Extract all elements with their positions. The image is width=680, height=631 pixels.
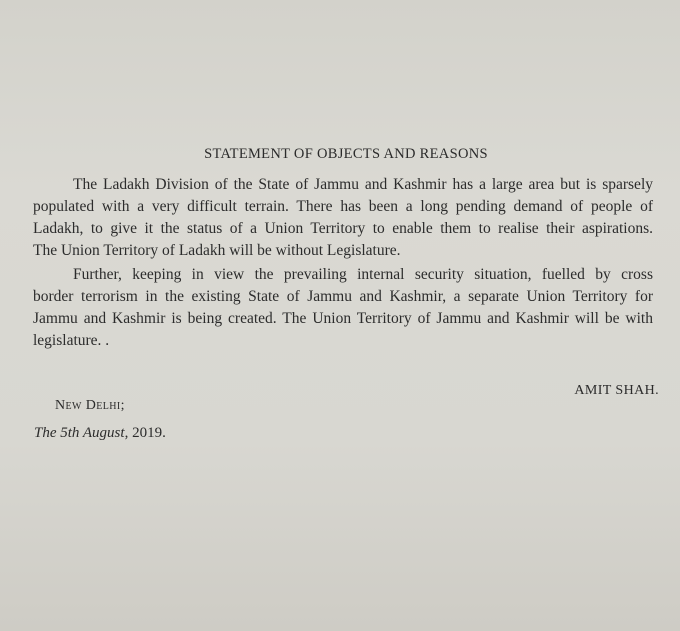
date-suffix: , 2019. (124, 425, 166, 441)
paragraph-line: Ladakh, to give it the status of a Union Territory to enable them to realise their aspirations. (33, 220, 653, 237)
paragraph-line: populated with a very difficult terrain. There has been a long pending demand of people of (33, 198, 653, 215)
paragraph-line: legislature. . (33, 332, 110, 349)
date-prefix: The 5th August (34, 425, 125, 441)
paragraph-line: The Ladakh Division of the State of Jammu and Kashmir has a large area but is sparsely (73, 176, 653, 193)
document-heading: STATEMENT OF OBJECTS AND REASONS (204, 146, 488, 162)
paragraph-line: border terrorism in the existing State of Jammu and Kashmir, a separate Union Territory for (33, 288, 653, 305)
paragraph-reasons (33, 264, 653, 352)
paragraph-line: The Union Territory of Ladakh will be without Legislature. (33, 242, 401, 259)
paragraph-line: Further, keeping in view the prevailing internal security situation, fuelled by cross (73, 266, 653, 283)
paragraph-objects (33, 174, 653, 262)
place-line: New Delhi; (55, 398, 125, 413)
signatory-name: AMIT SHAH. (574, 383, 659, 398)
paragraph-line: Jammu and Kashmir is being created. The Union Territory of Jammu and Kashmir will be with (33, 310, 653, 327)
date-line (34, 425, 166, 442)
